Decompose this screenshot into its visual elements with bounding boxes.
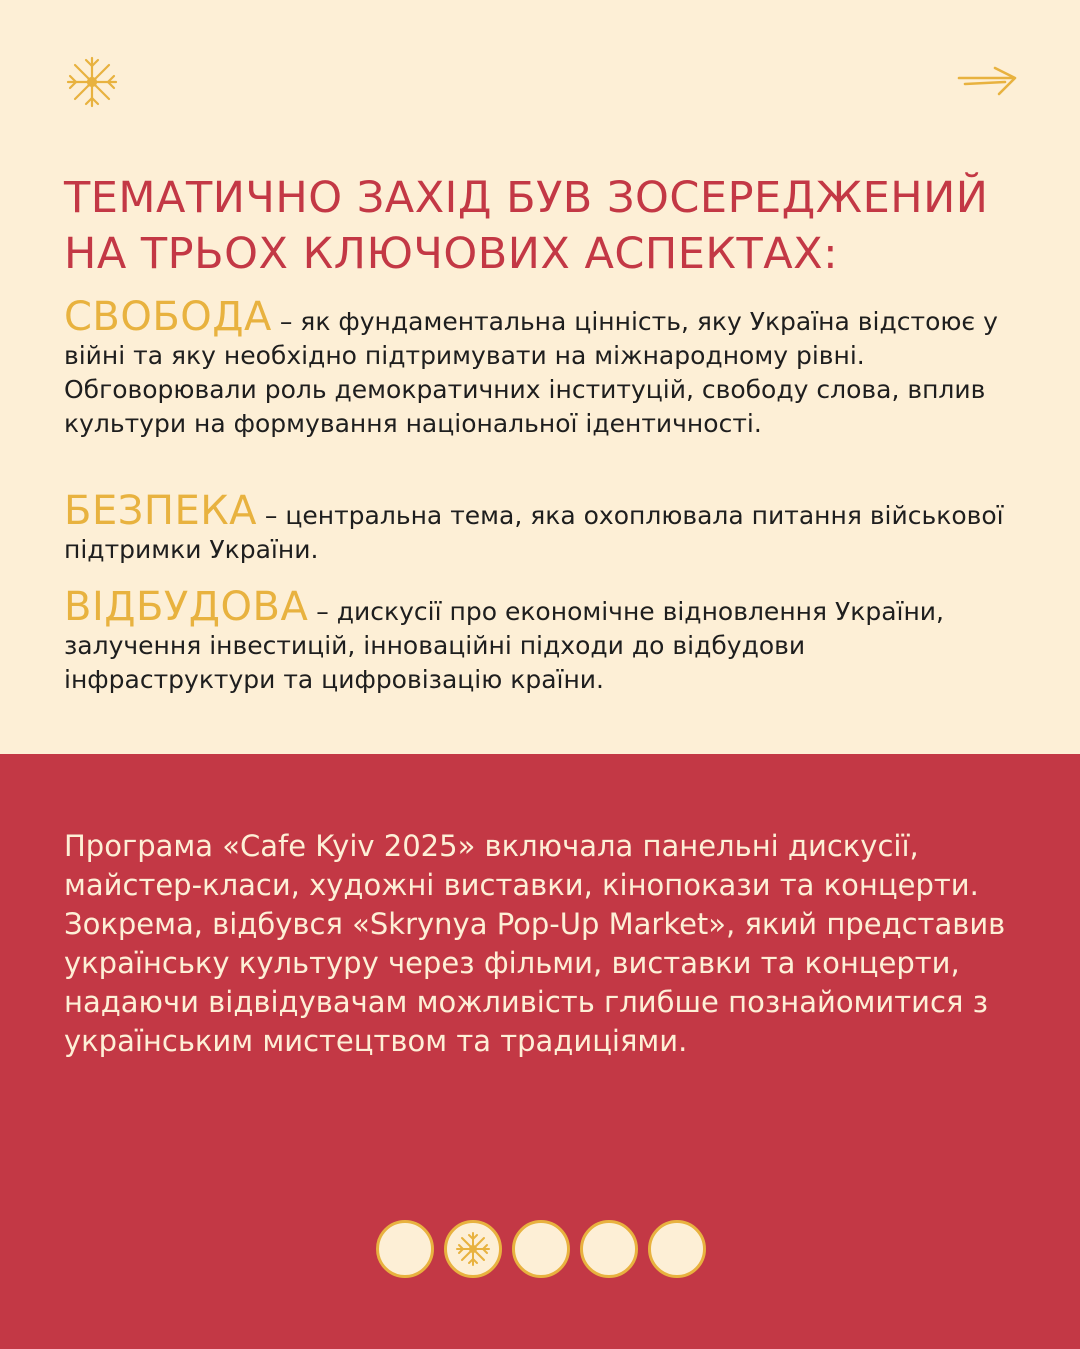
section-text: – центральна тема, яка охоплювала питання військової підтримки України. (64, 501, 1004, 564)
pagination-dot-4[interactable] (580, 1220, 638, 1278)
pagination (376, 1220, 706, 1276)
section-reconstruction (64, 584, 1024, 697)
page-title: ТЕМАТИЧНО ЗАХІД БУВ ЗОСЕРЕДЖЕНИЙ НА ТРЬОХ КЛЮЧОВИХ АСПЕКТАХ: (64, 173, 989, 279)
section-keyword: БЕЗПЕКА (64, 488, 257, 534)
section-text: – як фундаментальна цінність, яку Україна відстоює у війні та яку необхідно підтримувати на міжнародному рівні. Обговорювали роль демократичних інституцій, свободу слова, вплив культури на формування національної ідентичності. (64, 307, 998, 438)
arrow-right-icon[interactable] (955, 62, 1019, 98)
section-security (64, 488, 1024, 567)
section-keyword: ВІДБУДОВА (64, 584, 309, 630)
ornament-icon (453, 1229, 493, 1269)
section-freedom (64, 294, 1024, 441)
snowflake-icon (62, 52, 122, 112)
pagination-dot-2-active[interactable] (444, 1220, 502, 1278)
pagination-dot-5[interactable] (648, 1220, 706, 1278)
section-text: – дискусії про економічне відновлення України, залучення інвестицій, інноваційні підходи до відбудови інфраструктури та цифровізацію країни. (64, 597, 945, 694)
program-description: Програма «Cafe Kyiv 2025» включала панельні дискусії, майстер-класи, художні виставки, кінопокази та концерти. Зокрема, відбувся «Skrynya Pop-Up Market», який представив українську культуру через фільми, виставки та концерти, надаючи відвідувачам можливість глибше познайомитися з українським мистецтвом та традиціями. (64, 829, 1006, 1058)
pagination-dot-3[interactable] (512, 1220, 570, 1278)
section-keyword: СВОБОДА (64, 294, 272, 340)
pagination-dot-1[interactable] (376, 1220, 434, 1278)
